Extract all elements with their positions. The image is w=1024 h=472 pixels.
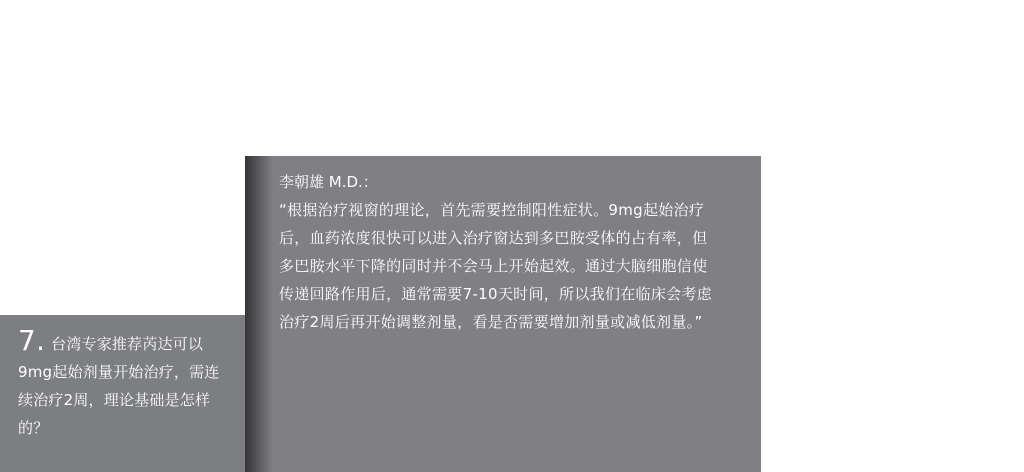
question-paragraph [18, 324, 227, 442]
answer-text: “根据治疗视窗的理论，首先需要控制阳性症状。9mg起始治疗后，血药浓度很快可以进入治疗窗达到多巴胺受体的占有率，但多巴胺水平下降的同时并不会马上开始起效。通过大脑细胞信使传递回路作用后，通常需要7-10天时间，所以我们在临床会考虑治疗2周后再开始调整剂量，看是否需要增加剂量或减低剂量。” [279, 201, 713, 331]
answer-box [245, 156, 761, 472]
question-text: 台湾专家推荐芮达可以9mg起始剂量开始治疗，需连续治疗2周，理论基础是怎样的？ [18, 335, 220, 437]
question-number: 7. [18, 324, 46, 357]
question-box [0, 315, 245, 472]
speaker-name: 李朝雄 M.D.： [279, 173, 378, 191]
